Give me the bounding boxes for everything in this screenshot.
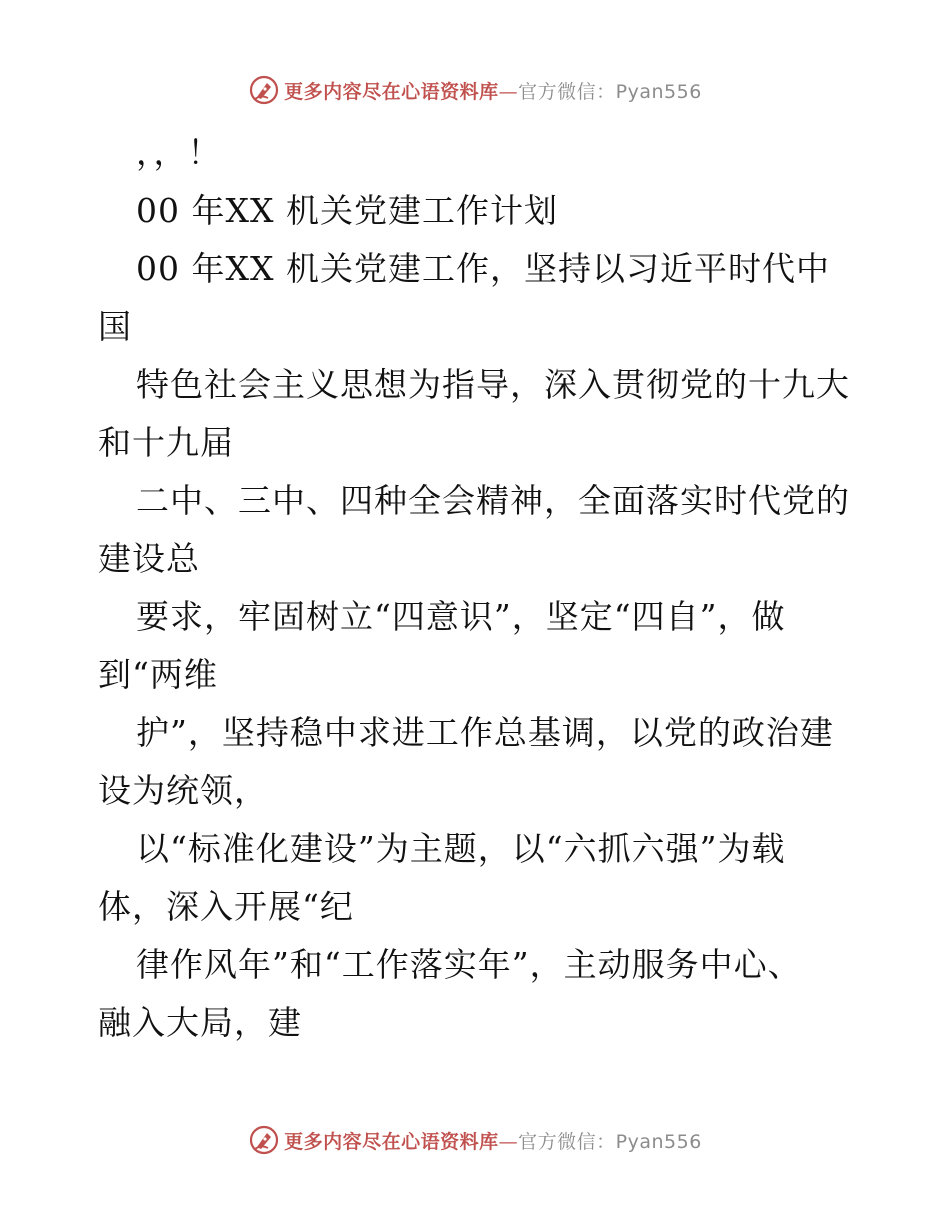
- header-dash: —: [498, 80, 519, 103]
- pen-nib-logo-icon: [248, 1124, 280, 1156]
- document-body: [98, 124, 858, 1052]
- text-line: 特色社会主义思想为指导，深入贯彻党的十九大: [136, 365, 850, 404]
- text-line: 律作风年”和“工作落实年”，主动服务中心、: [136, 945, 802, 984]
- text-line: 要求，牢固树立“四意识”，坚定“四自”，做: [136, 597, 786, 636]
- text-line: 和十九届: [98, 423, 234, 462]
- text-line: 以“标准化建设”为主题，以“六抓六强”为载: [136, 829, 786, 868]
- footer-brand: 更多内容尽在心语资料库: [284, 1130, 499, 1153]
- footer-text: [284, 1127, 702, 1154]
- text-line: 融入大局，建: [98, 1003, 302, 1042]
- text-line: 国: [98, 307, 132, 346]
- text-line: 到“两维: [98, 655, 218, 694]
- text-line: ，，！: [136, 133, 222, 172]
- text-line: 二中、三中、四种全会精神，全面落实时代党的: [136, 481, 850, 520]
- text-line: 设为统领，: [98, 771, 268, 810]
- header-contact: 官方微信：Pyan556: [518, 80, 702, 103]
- header-text: [284, 77, 702, 104]
- footer-dash: —: [498, 1130, 519, 1153]
- pen-nib-logo-icon: [248, 74, 280, 106]
- text-line: 体，深入开展“纪: [98, 887, 354, 926]
- document-title: 00 年XX 机关党建工作计划: [136, 191, 558, 230]
- text-line: 00 年XX 机关党建工作，坚持以习近平时代中: [136, 249, 830, 288]
- footer-contact: 官方微信：Pyan556: [518, 1130, 702, 1153]
- text-line: 建设总: [98, 539, 200, 578]
- header-banner: [0, 70, 950, 110]
- text-line: 护”，坚持稳中求进工作总基调，以党的政治建: [136, 713, 834, 752]
- header-brand: 更多内容尽在心语资料库: [284, 80, 499, 103]
- footer-banner: [0, 1120, 950, 1160]
